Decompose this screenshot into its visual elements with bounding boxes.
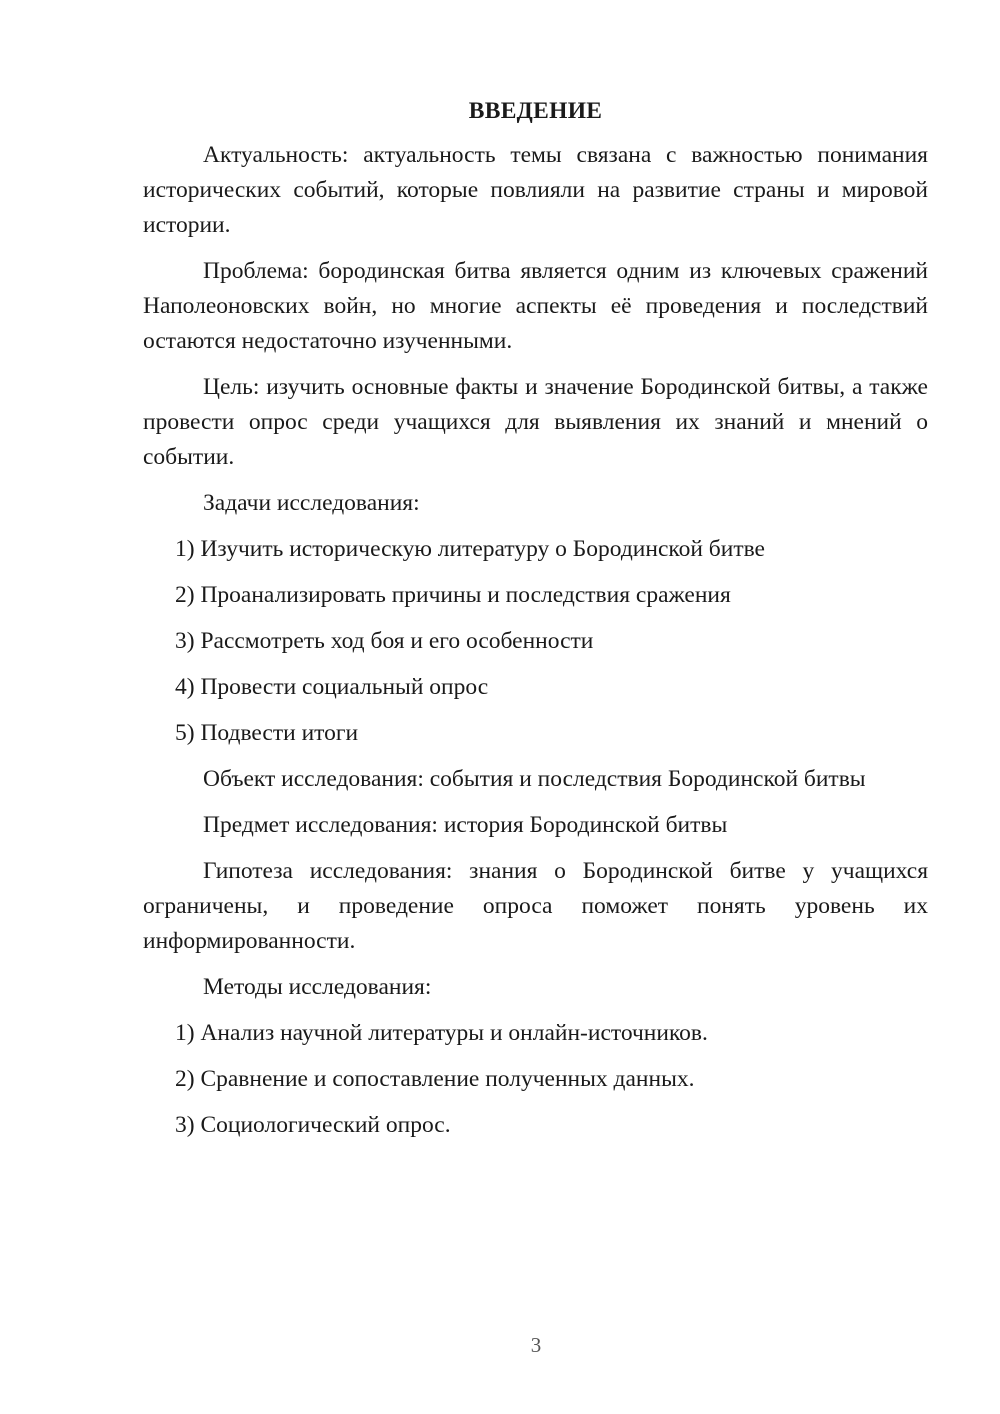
page-number: 3 bbox=[530, 1333, 542, 1357]
research-subject: Предмет исследования: история Бородинской битвы bbox=[203, 812, 728, 838]
research-object: Объект исследования: события и последствия Бородинской битвы bbox=[203, 766, 866, 792]
method-item-2: 2) Сравнение и сопоставление полученных данных. bbox=[175, 1066, 695, 1092]
task-item-5: 5) Подвести итоги bbox=[175, 720, 359, 746]
relevance-paragraph: Актуальность: актуальность темы связана с важностью понимания исторических событий, которые повлияли на развитие страны и мировой истории. bbox=[143, 142, 928, 238]
task-item-1: 1) Изучить историческую литературу о Бородинской битве bbox=[175, 536, 765, 562]
task-item-3: 3) Рассмотреть ход боя и его особенности bbox=[175, 628, 594, 654]
goal-paragraph: Цель: изучить основные факты и значение Бородинской битвы, а также провести опрос среди учащихся для выявления их знаний и мнений о событии. bbox=[143, 374, 928, 470]
task-item-4: 4) Провести социальный опрос bbox=[175, 674, 489, 700]
section-title: ВВЕДЕНИЕ bbox=[468, 98, 603, 124]
method-item-3: 3) Социологический опрос. bbox=[175, 1112, 451, 1138]
document-body bbox=[143, 94, 928, 1143]
method-item-1: 1) Анализ научной литературы и онлайн-источников. bbox=[175, 1020, 708, 1046]
problem-paragraph: Проблема: бородинская битва является одним из ключевых сражений Наполеоновских войн, но многие аспекты её проведения и последствий остаются недостаточно изученными. bbox=[143, 258, 928, 354]
task-item-2: 2) Проанализировать причины и последствия сражения bbox=[175, 582, 731, 608]
tasks-heading: Задачи исследования: bbox=[203, 490, 420, 516]
methods-heading: Методы исследования: bbox=[203, 974, 432, 1000]
hypothesis-paragraph: Гипотеза исследования: знания о Бородинской битве у учащихся ограничены, и проведение опроса поможет понять уровень их информированности. bbox=[143, 858, 928, 954]
